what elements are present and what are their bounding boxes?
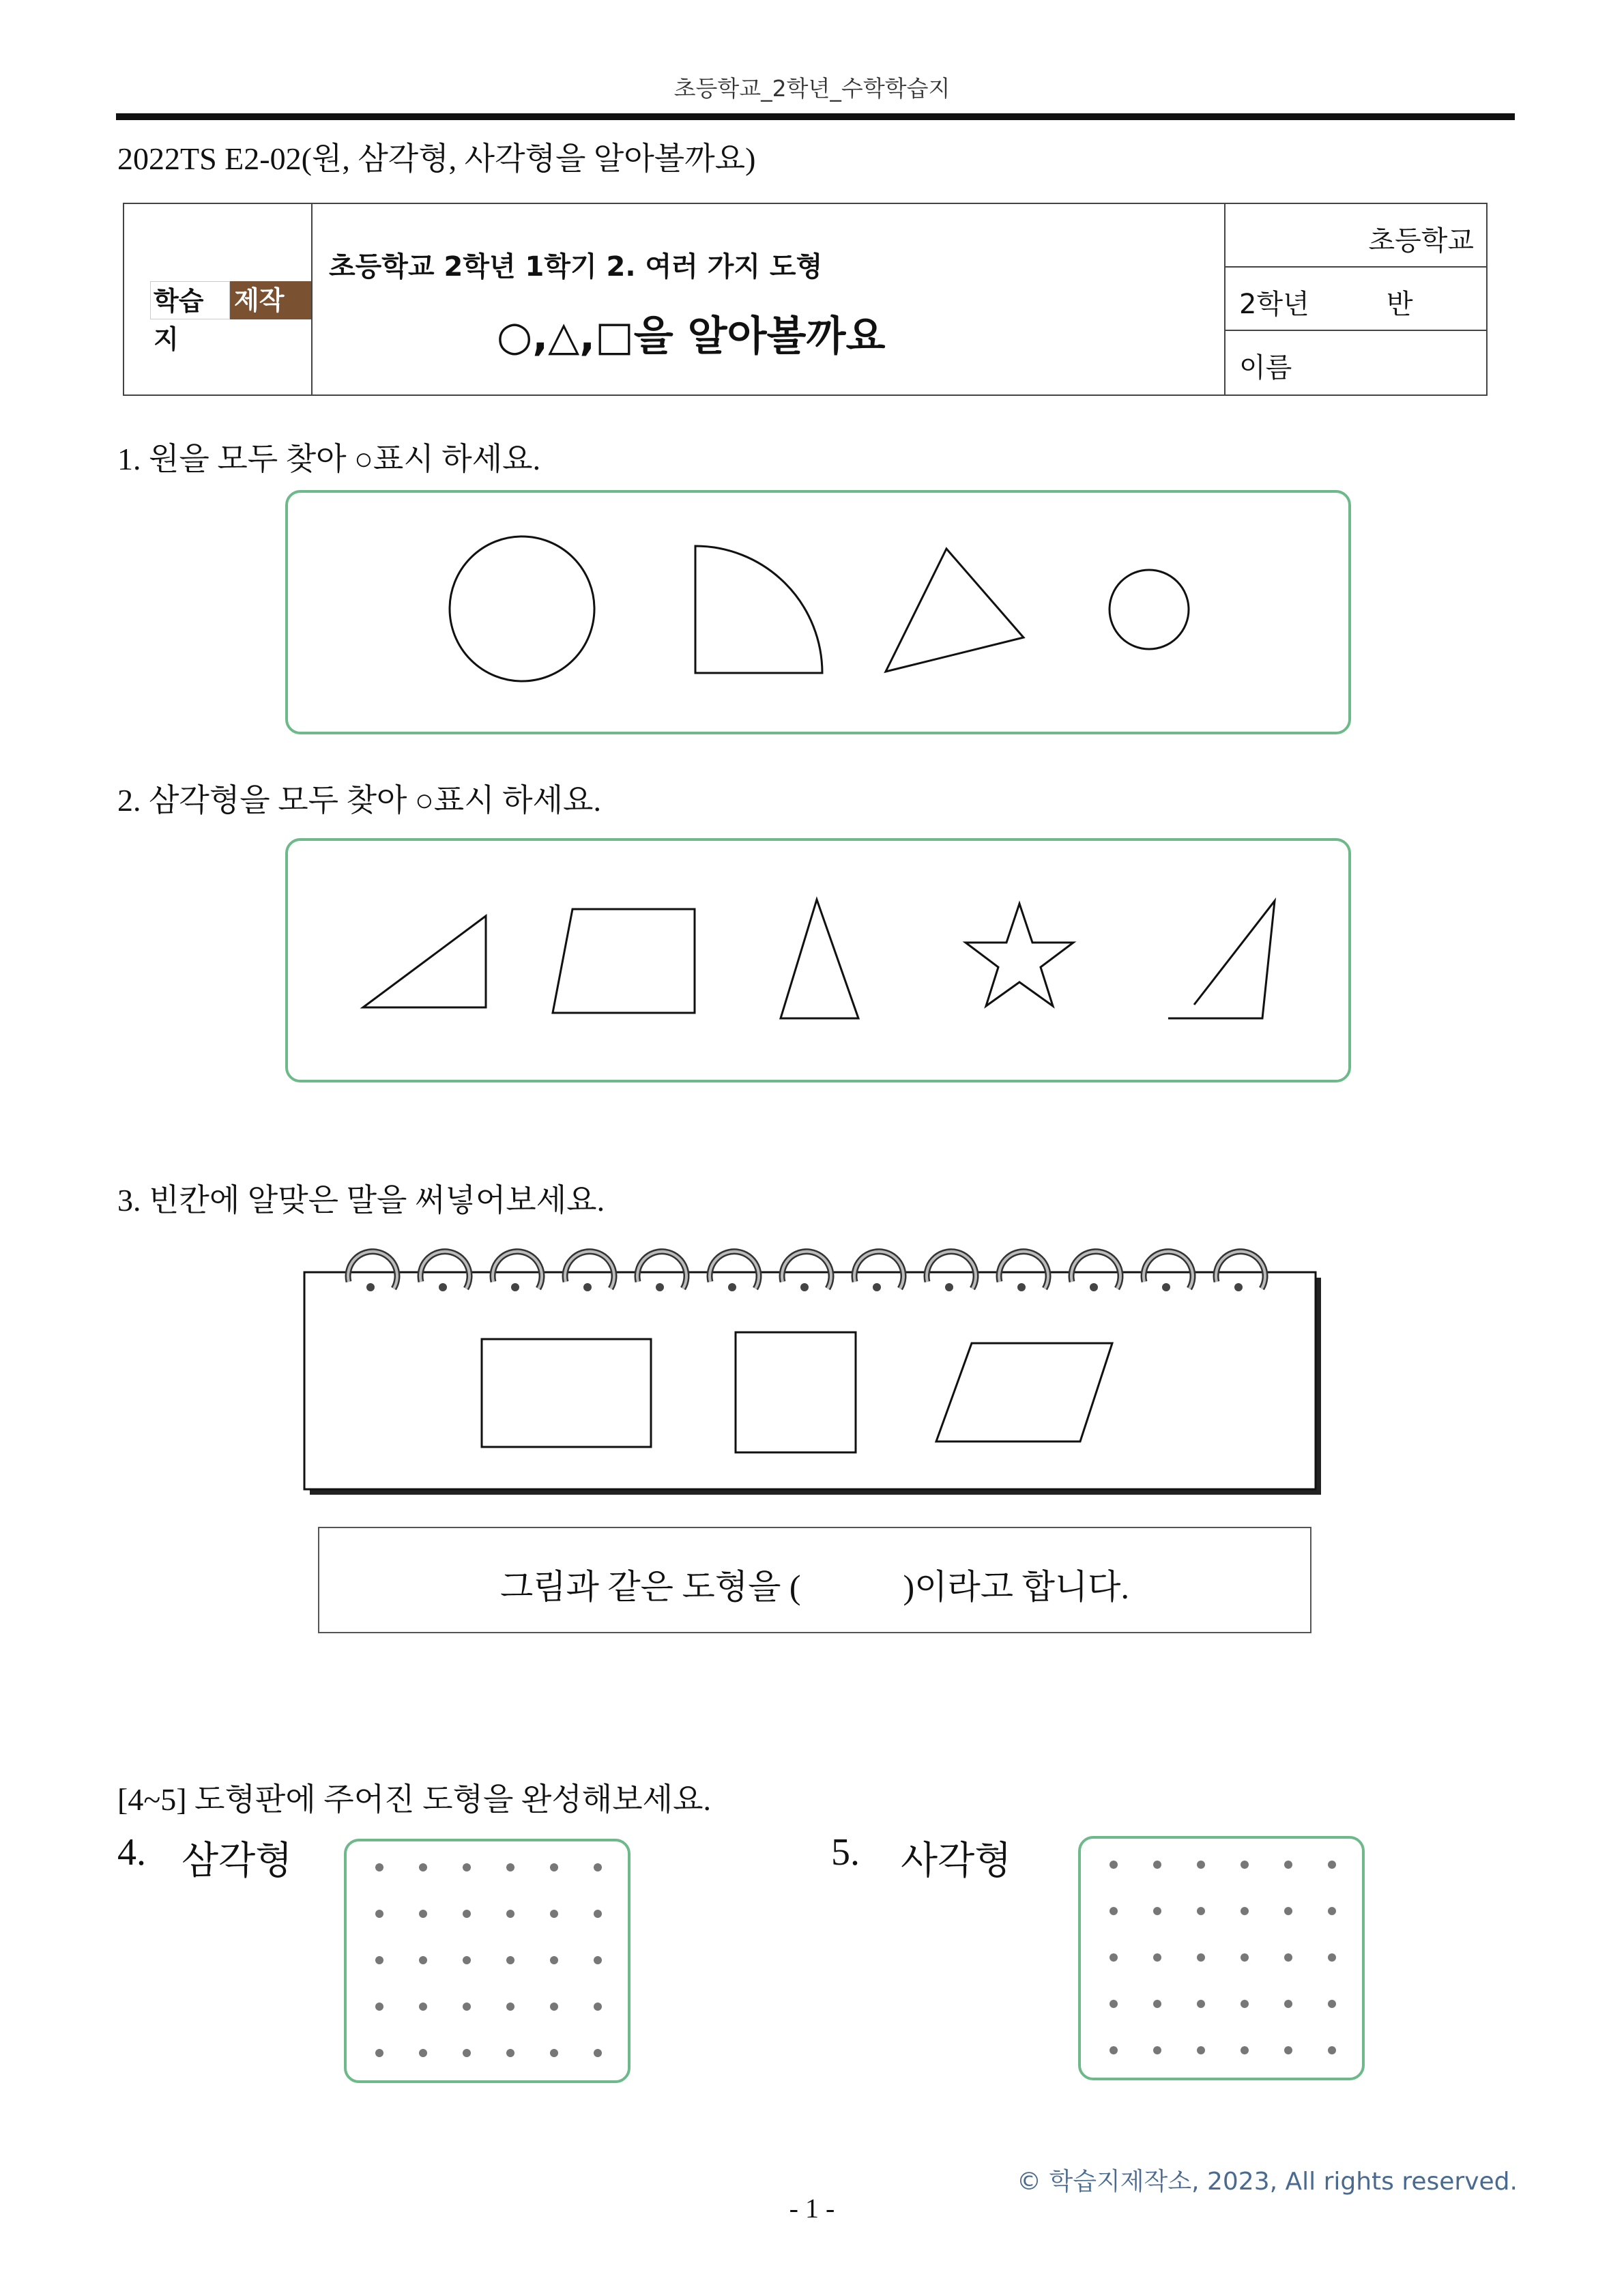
geoboard-peg [463, 2049, 471, 2057]
geoboard-peg [1328, 1907, 1336, 1915]
geoboard-peg [463, 1863, 471, 1871]
geoboard-peg [506, 1863, 514, 1871]
publisher-logo [150, 281, 311, 354]
q1-shape-box [285, 490, 1351, 734]
geoboard-quadrilateral [1078, 1836, 1365, 2080]
class-label: 반 [1387, 289, 1413, 320]
spiral-hole [873, 1283, 881, 1291]
spiral-hole [728, 1283, 736, 1291]
shape-star [966, 904, 1073, 1006]
question-4-number: 4. [117, 1831, 146, 1874]
geoboard-peg [550, 1910, 558, 1918]
geoboard-peg [1153, 1861, 1161, 1869]
spiral-hole [945, 1283, 953, 1291]
geoboard-peg [1241, 1907, 1249, 1915]
geoboard-peg [375, 1956, 383, 1964]
geoboard-peg [506, 1910, 514, 1918]
geoboard-peg [594, 1956, 602, 1964]
geoboard-peg [1284, 2046, 1292, 2054]
geoboard-peg [1197, 2000, 1205, 2008]
spiral-hole [366, 1283, 375, 1291]
geoboard-peg [419, 2003, 427, 2011]
question-5-label: 사각형 [901, 1840, 1012, 1882]
spiral-hole [1234, 1283, 1243, 1291]
geoboard-peg [1110, 1907, 1118, 1915]
school-label: 초등학교 [1368, 225, 1474, 257]
q1-shapes [288, 493, 1348, 732]
running-header: 초등학교_2학년_수학학습지 [673, 75, 951, 102]
shape-quarter-circle [695, 546, 822, 673]
q2-shapes [288, 841, 1348, 1080]
logo-cell [124, 204, 313, 394]
geoboard-triangle [344, 1839, 630, 2083]
geoboard-peg [1284, 1861, 1292, 1869]
geoboard-peg [1110, 1953, 1118, 1962]
geoboard-peg [1328, 2000, 1336, 2008]
question-2: 2. 삼각형을 모두 찾아 ○표시 하세요. [117, 783, 601, 818]
name-label: 이름 [1239, 352, 1292, 384]
header-rule [116, 113, 1515, 120]
spiral-hole [439, 1283, 447, 1291]
geoboard-peg [375, 2003, 383, 2011]
shape-circle-small [1110, 570, 1189, 649]
geoboard-peg [1110, 1861, 1118, 1869]
fill-in-sentence: 그림과 같은 도형을 ( )이라고 합니다. [499, 1568, 1129, 1606]
school-row [1226, 204, 1486, 268]
geoboard-peg [1153, 1953, 1161, 1962]
spiral-hole [800, 1283, 809, 1291]
spiral-hole [1090, 1283, 1098, 1291]
geoboard-peg [1110, 2046, 1118, 2054]
geoboard-peg [1110, 2000, 1118, 2008]
shape-isosceles-triangle [781, 900, 858, 1018]
geoboard-dots-5 [1081, 1839, 1362, 2078]
geoboard-peg [419, 1956, 427, 1964]
notepad-page [304, 1272, 1316, 1489]
spiral-hole [511, 1283, 519, 1291]
geoboard-peg [594, 2049, 602, 2057]
question-5-number: 5. [831, 1831, 860, 1874]
geoboard-peg [1241, 2000, 1249, 2008]
name-row [1226, 331, 1486, 394]
geoboard-peg [1197, 1907, 1205, 1915]
geoboard-peg [1284, 2000, 1292, 2008]
geoboard-peg [375, 1863, 383, 1871]
geoboard-peg [1153, 2046, 1161, 2054]
geoboard-peg [1241, 2046, 1249, 2054]
geoboard-peg [419, 1910, 427, 1918]
geoboard-peg [506, 2049, 514, 2057]
geoboard-peg [1284, 1953, 1292, 1962]
geoboard-peg [1328, 1861, 1336, 1869]
question-1: 1. 원을 모두 찾아 ○표시 하세요. [117, 442, 541, 476]
geoboard-peg [419, 1863, 427, 1871]
geoboard-peg [1153, 1907, 1161, 1915]
geoboard-peg [1197, 1953, 1205, 1962]
geoboard-peg [594, 1910, 602, 1918]
grade-label: 2학년 [1239, 289, 1309, 320]
logo-text-right: 제작소 [230, 281, 311, 319]
logo-text-left: 학습지 [150, 281, 230, 319]
question-4-label: 삼각형 [182, 1840, 293, 1882]
info-table [123, 203, 1488, 396]
geoboard-peg [463, 1910, 471, 1918]
spiral-hole [656, 1283, 664, 1291]
geoboard-peg [1241, 1861, 1249, 1869]
geoboard-peg [1328, 2046, 1336, 2054]
geoboard-peg [506, 1956, 514, 1964]
grade-row [1226, 268, 1486, 331]
geoboard-dots-4 [347, 1841, 628, 2080]
geoboard-peg [550, 1956, 558, 1964]
geoboard-peg [550, 2003, 558, 2011]
shape-circle-large [450, 536, 594, 681]
geoboard-peg [506, 2003, 514, 2011]
shape-open-triangle [1168, 901, 1275, 1018]
spiral-hole [583, 1283, 592, 1291]
answer-sentence-box [318, 1527, 1311, 1633]
geoboard-peg [594, 1863, 602, 1871]
student-info-cell [1224, 204, 1486, 394]
copyright-notice: © 학습지제작소, 2023, All rights reserved. [1017, 2168, 1518, 2196]
shape-trapezoid [553, 909, 695, 1013]
geoboard-peg [594, 2003, 602, 2011]
geoboard-peg [1197, 2046, 1205, 2054]
lesson-title: ○,△,□을 알아볼까요 [497, 313, 886, 360]
geoboard-peg [463, 1956, 471, 1964]
shape-right-triangle [363, 916, 486, 1007]
question-4-5-instruction: [4~5] 도형판에 주어진 도형을 완성해보세요. [117, 1782, 711, 1817]
spiral-notepad [303, 1233, 1326, 1506]
page-number: - 1 - [789, 2193, 835, 2224]
question-3: 3. 빈칸에 알맞은 말을 써넣어보세요. [117, 1183, 605, 1218]
geoboard-peg [550, 1863, 558, 1871]
geoboard-peg [463, 2003, 471, 2011]
geoboard-peg [1153, 2000, 1161, 2008]
spiral-hole [1162, 1283, 1170, 1291]
geoboard-peg [1284, 1907, 1292, 1915]
q2-shape-box [285, 838, 1351, 1082]
unit-title: 초등학교 2학년 1학기 2. 여러 가지 도형 [329, 251, 823, 283]
shape-triangle [886, 549, 1024, 672]
spiral-hole [1017, 1283, 1026, 1291]
geoboard-peg [1241, 1953, 1249, 1962]
document-code: 2022TS E2-02(원, 삼각형, 사각형을 알아볼까요) [117, 141, 756, 176]
geoboard-peg [375, 2049, 383, 2057]
geoboard-peg [550, 2049, 558, 2057]
geoboard-peg [1197, 1861, 1205, 1869]
geoboard-peg [1328, 1953, 1336, 1962]
geoboard-peg [375, 1910, 383, 1918]
geoboard-peg [419, 2049, 427, 2057]
